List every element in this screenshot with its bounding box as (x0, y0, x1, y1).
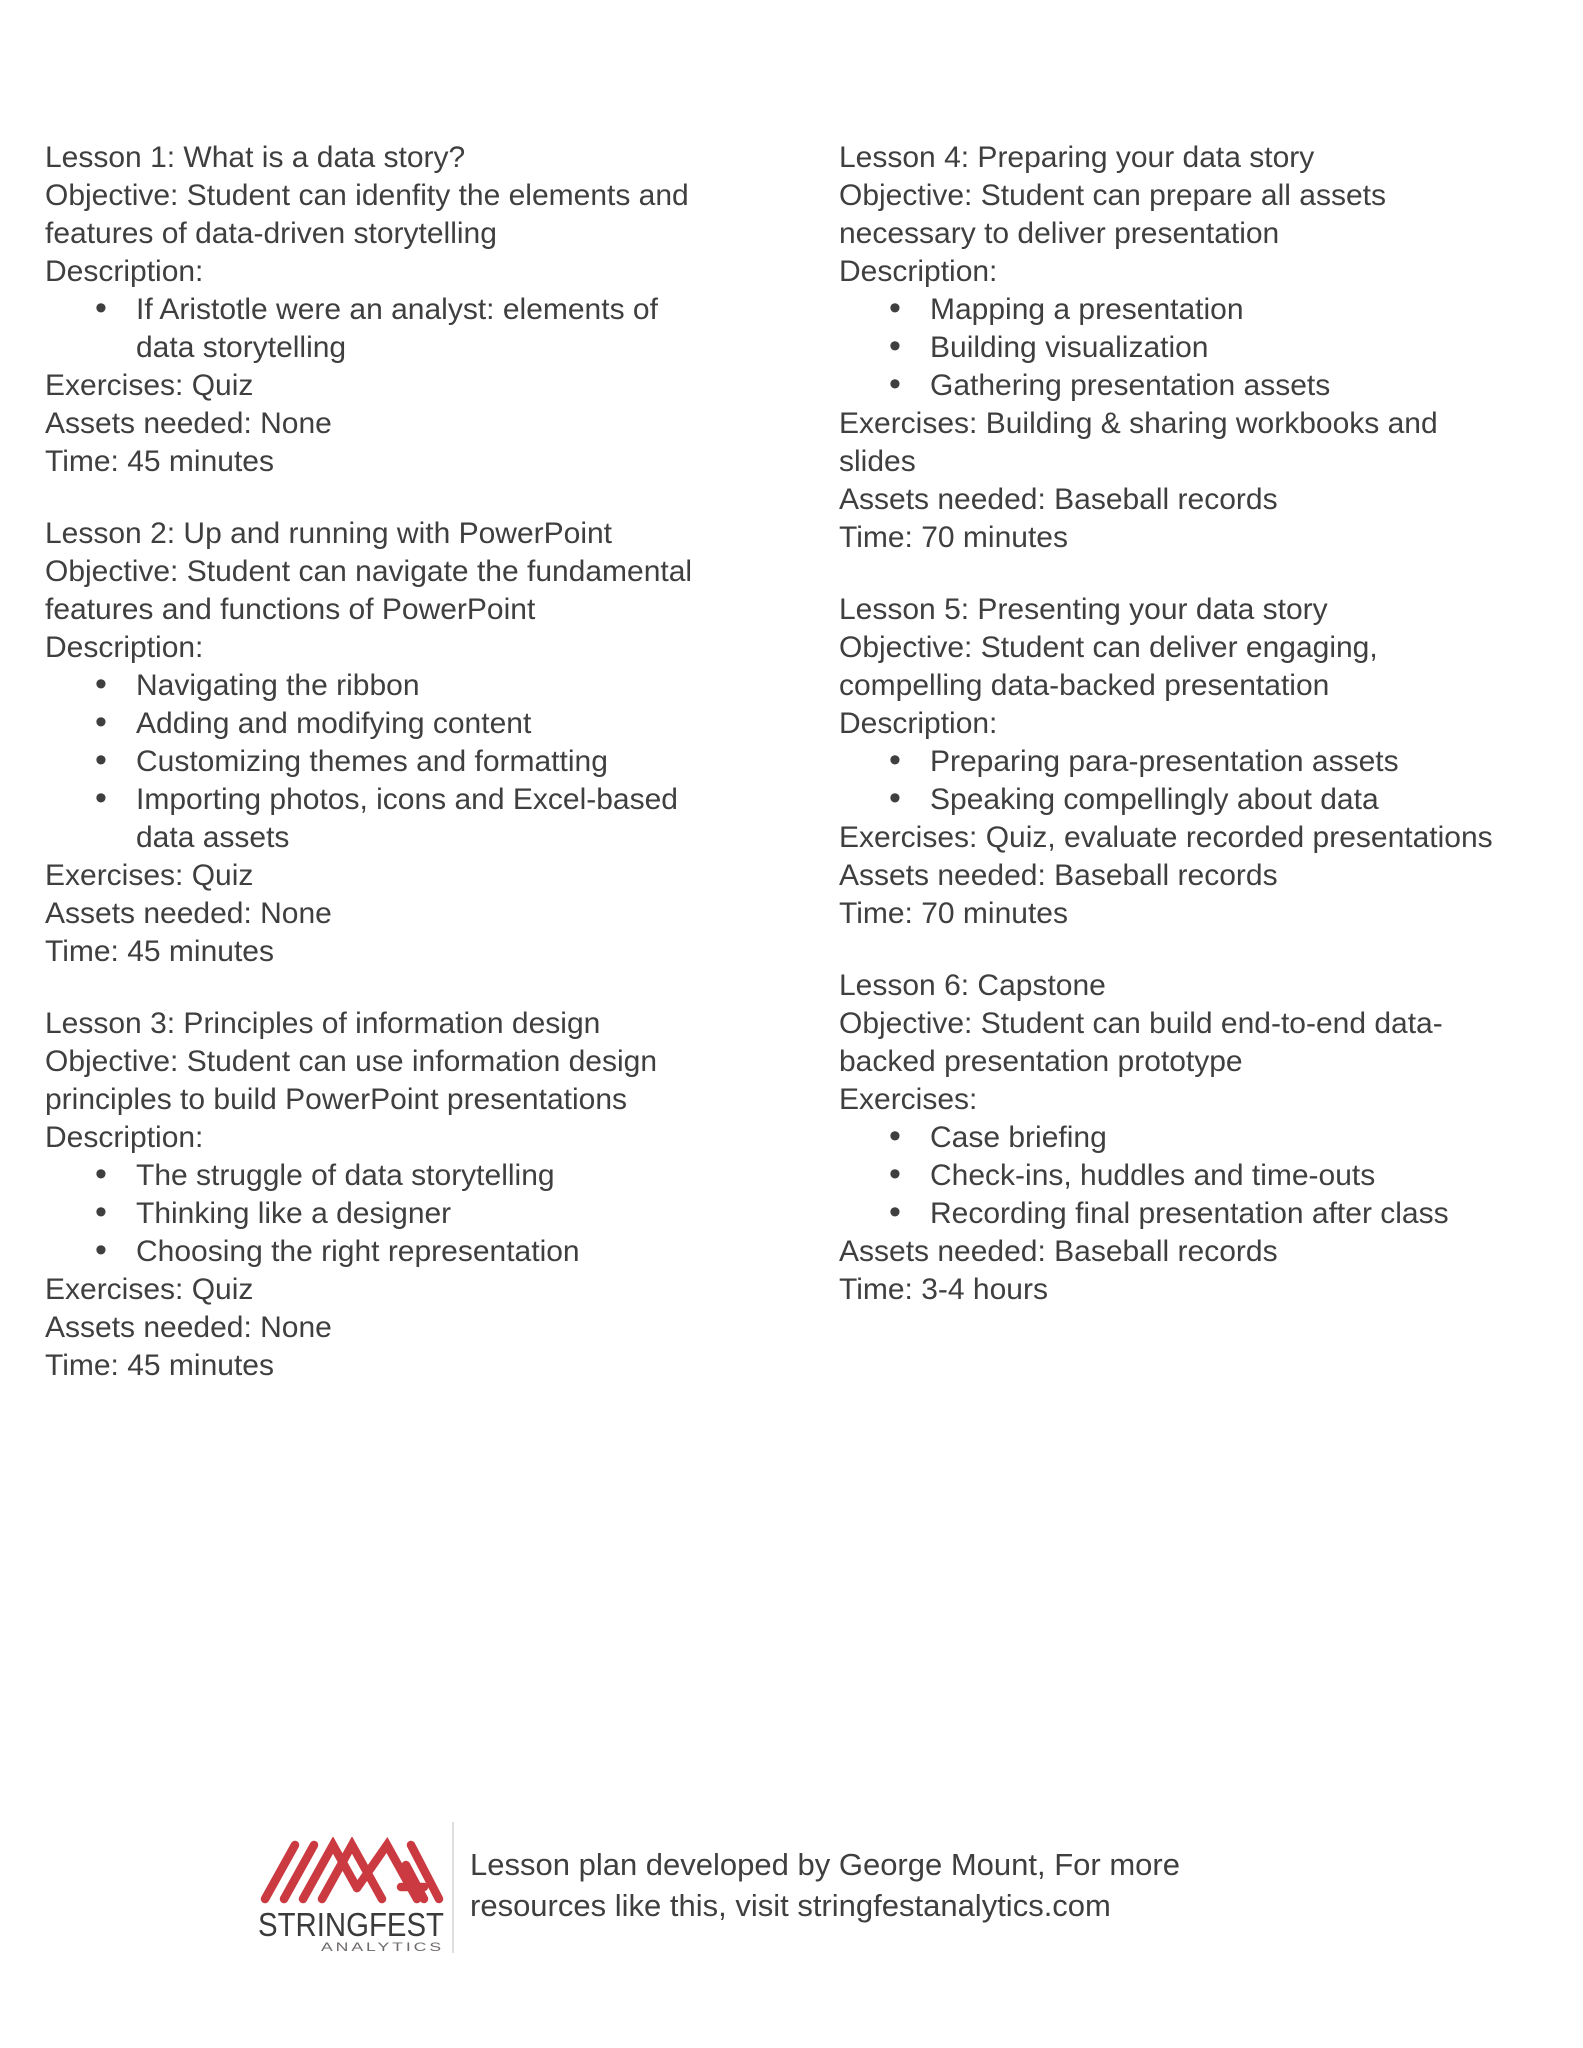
bullet-line: data storytelling (136, 331, 347, 364)
bullet-line: • Importing photos, icons and Excel-based (136, 783, 678, 816)
lesson-post-line: Time: 45 minutes (45, 445, 274, 478)
lesson-section-label: Exercises: (839, 1083, 978, 1116)
lesson-post-line: Time: 70 minutes (839, 521, 1068, 554)
bullet-item (45, 667, 765, 705)
lesson-section-label: Description: (839, 707, 998, 740)
bullet-line: • Mapping a presentation (930, 293, 1244, 326)
lesson-objective-line: Objective: Student can idenfity the elements and (45, 179, 689, 212)
lesson-title: Lesson 1: What is a data story? (45, 141, 466, 174)
mountain-logo-icon (265, 1845, 439, 1899)
bullet-line: • Case briefing (930, 1121, 1107, 1154)
bullet-line: • Check-ins, huddles and time-outs (930, 1159, 1376, 1192)
right-column (839, 139, 1559, 1343)
lesson-block (839, 139, 1559, 557)
lesson-title: Lesson 2: Up and running with PowerPoint (45, 517, 613, 550)
bullet-item (839, 329, 1559, 367)
footer (0, 1822, 1583, 2032)
lesson-title: Lesson 6: Capstone (839, 969, 1106, 1002)
footer-divider (452, 1822, 454, 1953)
bullet-item (45, 743, 765, 781)
lesson-post-line: Assets needed: None (45, 407, 332, 440)
lesson-block (45, 139, 765, 481)
bullet-item (839, 781, 1559, 819)
bullet-item (839, 1195, 1559, 1233)
lesson-objective-line: features and functions of PowerPoint (45, 593, 536, 626)
bullet-line: data assets (136, 821, 290, 854)
lesson-section-label: Description: (45, 255, 204, 288)
lesson-post-line: Assets needed: Baseball records (839, 483, 1278, 516)
lesson-block (45, 515, 765, 971)
bullet-line: • Thinking like a designer (136, 1197, 452, 1230)
lesson-post-line: slides (839, 445, 916, 478)
bullet-line: • Recording final presentation after class (930, 1197, 1449, 1230)
lesson-post-line: Exercises: Quiz, evaluate recorded presentations (839, 821, 1493, 854)
bullet-item (45, 291, 765, 367)
lesson-objective-line: Objective: Student can build end-to-end data- (839, 1007, 1443, 1040)
lesson-bullet-list (839, 743, 1559, 819)
bullet-item (45, 1157, 765, 1195)
bullet-line: • Navigating the ribbon (136, 669, 420, 702)
bullet-line: • Choosing the right representation (136, 1235, 580, 1268)
bullet-line: • Gathering presentation assets (930, 369, 1331, 402)
credit-line: resources like this, visit stringfestanalytics.com (470, 1888, 1111, 1923)
bullet-item (839, 1157, 1559, 1195)
bullet-item (45, 1195, 765, 1233)
credit-line: Lesson plan developed by George Mount, For more (470, 1847, 1180, 1882)
bullet-line: • Building visualization (930, 331, 1209, 364)
lesson-post-line: Assets needed: None (45, 897, 332, 930)
lesson-objective-line: features of data-driven storytelling (45, 217, 497, 250)
bullet-line: • Speaking compellingly about data (930, 783, 1379, 816)
bullet-item (839, 291, 1559, 329)
logo-sub-text: ANALYTICS (321, 1940, 444, 1954)
bullet-item (45, 1233, 765, 1271)
lesson-post-line: Assets needed: Baseball records (839, 859, 1278, 892)
lesson-post-line: Time: 45 minutes (45, 1349, 274, 1382)
lesson-bullet-list (45, 291, 765, 367)
lesson-title: Lesson 5: Presenting your data story (839, 593, 1328, 626)
bullet-item (45, 781, 765, 857)
lesson-section-label: Description: (45, 1121, 204, 1154)
lesson-post-line: Time: 70 minutes (839, 897, 1068, 930)
lesson-objective-line: Objective: Student can use information design (45, 1045, 658, 1078)
lesson-objective-line: Objective: Student can navigate the fundamental (45, 555, 693, 588)
lesson-post-line: Assets needed: Baseball records (839, 1235, 1278, 1268)
lesson-post-line: Exercises: Quiz (45, 369, 254, 402)
stringfest-logo (257, 1837, 447, 1955)
lesson-bullet-list (45, 667, 765, 857)
lesson-title: Lesson 3: Principles of information design (45, 1007, 601, 1040)
lesson-title: Lesson 4: Preparing your data story (839, 141, 1315, 174)
lesson-block (839, 591, 1559, 933)
lesson-objective-line: principles to build PowerPoint presentations (45, 1083, 627, 1116)
bullet-item (45, 705, 765, 743)
lesson-objective-line: Objective: Student can deliver engaging, (839, 631, 1378, 664)
logo-brand-text: STRINGFEST (258, 1906, 444, 1943)
lesson-section-label: Description: (45, 631, 204, 664)
lesson-bullet-list (45, 1157, 765, 1271)
bullet-item (839, 743, 1559, 781)
lesson-objective-line: backed presentation prototype (839, 1045, 1243, 1078)
lesson-post-line: Assets needed: None (45, 1311, 332, 1344)
bullet-line: • Customizing themes and formatting (136, 745, 608, 778)
footer-credit (470, 1844, 1180, 1926)
lesson-block (839, 967, 1559, 1309)
lesson-bullet-list (839, 291, 1559, 405)
lesson-post-line: Time: 3-4 hours (839, 1273, 1048, 1306)
bullet-item (839, 367, 1559, 405)
bullet-line: • If Aristotle were an analyst: elements of (136, 293, 658, 326)
bullet-line: • Preparing para-presentation assets (930, 745, 1399, 778)
lesson-objective-line: compelling data-backed presentation (839, 669, 1330, 702)
lesson-post-line: Exercises: Quiz (45, 1273, 254, 1306)
bullet-line: • The struggle of data storytelling (136, 1159, 555, 1192)
lesson-bullet-list (839, 1119, 1559, 1233)
lesson-objective-line: Objective: Student can prepare all assets (839, 179, 1386, 212)
lesson-post-line: Time: 45 minutes (45, 935, 274, 968)
left-column (45, 139, 765, 1419)
bullet-line: • Adding and modifying content (136, 707, 532, 740)
lesson-post-line: Exercises: Building & sharing workbooks and (839, 407, 1438, 440)
lesson-section-label: Description: (839, 255, 998, 288)
lesson-block (45, 1005, 765, 1385)
bullet-item (839, 1119, 1559, 1157)
lesson-post-line: Exercises: Quiz (45, 859, 254, 892)
lesson-objective-line: necessary to deliver presentation (839, 217, 1280, 250)
